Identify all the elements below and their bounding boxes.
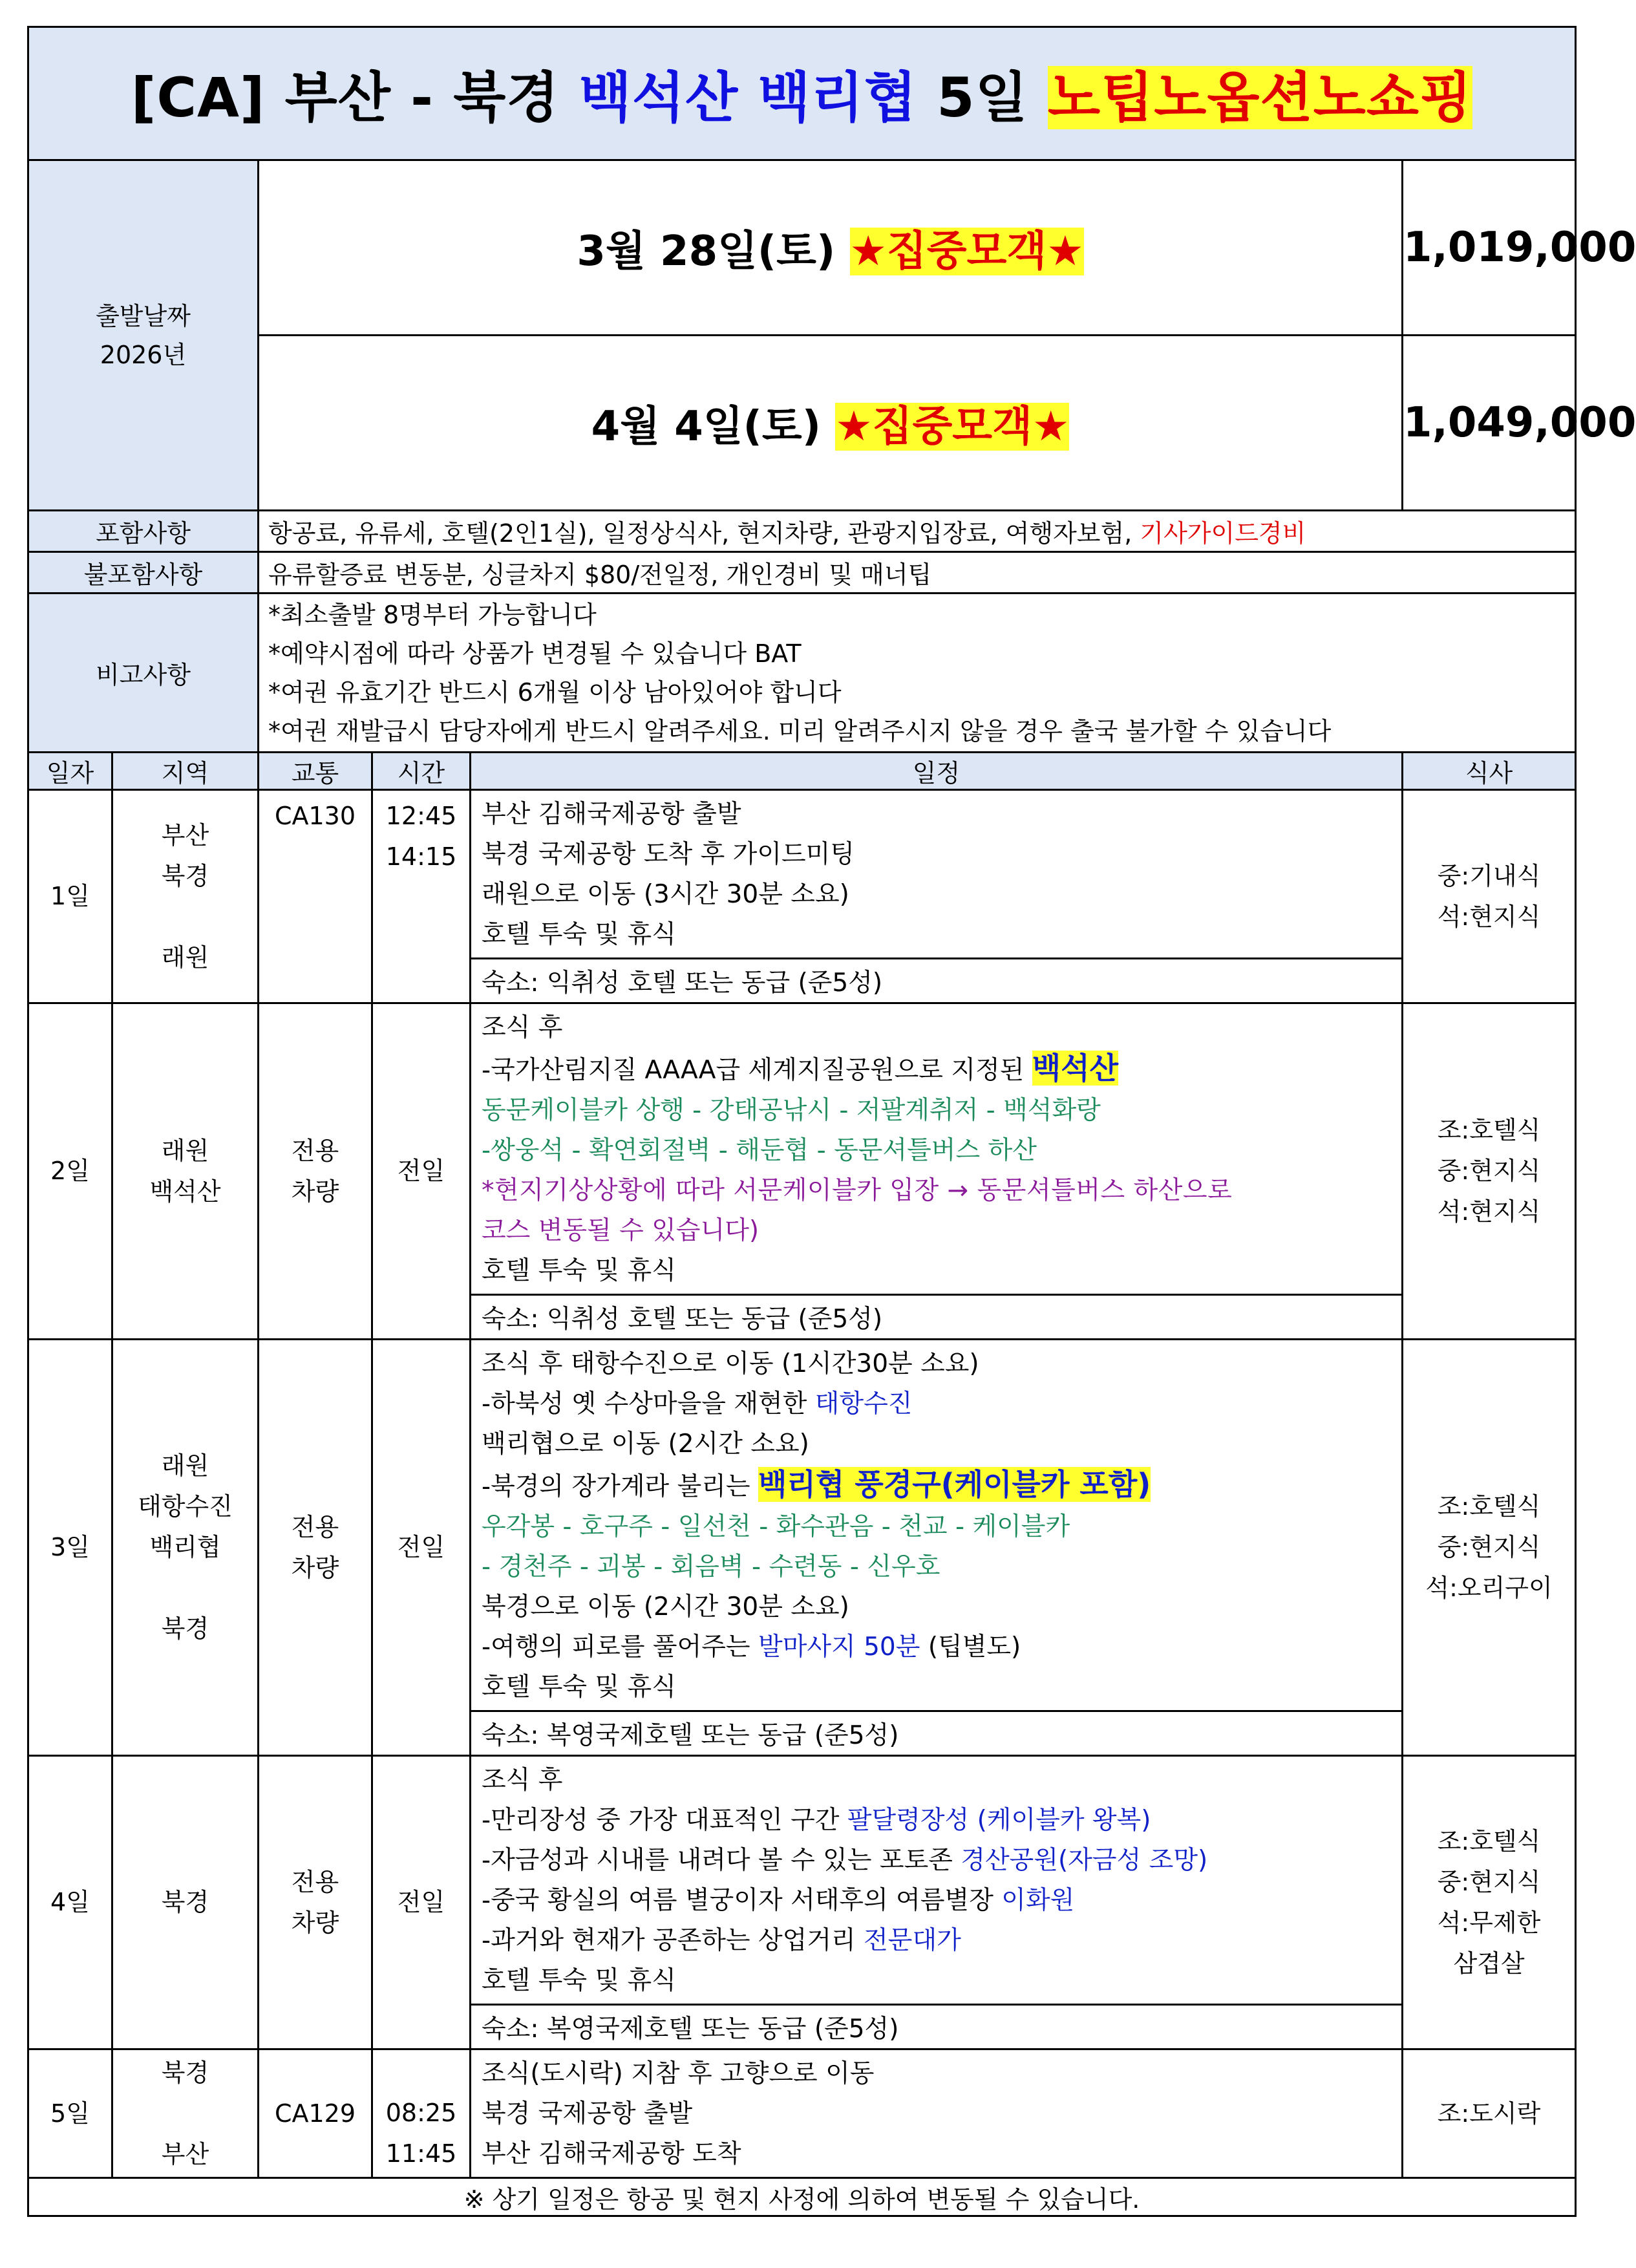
schedule-line-course: 우각봉 - 호구주 - 일선천 - 화수관음 - 천교 - 케이블카: [482, 1512, 1070, 1541]
meal-cell: [1403, 1003, 1576, 1340]
date-text: 3월 28일(토): [577, 228, 850, 275]
remark-line: *최소출발 8명부터 가능합니다: [268, 600, 597, 629]
attraction-name: 팔달령장성 (케이블카 왕복): [847, 1806, 1151, 1835]
day-2-row: [28, 1003, 1576, 1295]
schedule-line: 백리협으로 이동 (2시간 소요): [482, 1429, 809, 1459]
day-5-row: [28, 2049, 1576, 2178]
schedule-header-row: [28, 753, 1576, 790]
title-route: 백석산 백리협: [579, 66, 917, 129]
schedule-line: [482, 1801, 1401, 1841]
day-label: 4일: [28, 1756, 112, 2049]
schedule-line: 북경으로 이동 (2시간 30분 소요): [482, 1592, 849, 1621]
day-1-row: [28, 790, 1576, 959]
meal: 조:호텔식: [1437, 1116, 1541, 1144]
schedule-line: [482, 1841, 1401, 1881]
transport-cell: CA129: [259, 2049, 372, 2178]
time-cell: 전일: [372, 1756, 471, 2049]
header-schedule: 일정: [471, 753, 1403, 790]
region: 북경: [161, 1614, 209, 1643]
schedule-text: -중국 황실의 여름 별궁이자 서태후의 여름별장: [482, 1886, 1002, 1915]
departure-date-1: [259, 160, 1403, 336]
price-1: 1,019,000: [1403, 160, 1576, 336]
time: 12:45: [385, 802, 457, 830]
schedule-line: 북경 국제공항 출발: [482, 2099, 693, 2128]
schedule-cell: [471, 1756, 1403, 2005]
schedule-line: 호텔 투숙 및 휴식: [482, 1966, 676, 1995]
time-cell: 전일: [372, 1340, 471, 1756]
region: 래원: [161, 1451, 209, 1480]
day-label: 2일: [28, 1003, 112, 1340]
transport: 전용: [291, 1867, 339, 1896]
schedule-line: 호텔 투숙 및 휴식: [482, 1256, 676, 1285]
schedule-line-course: 동문케이블카 상행 - 강태공낚시 - 저팔계취저 - 백석화랑: [482, 1096, 1101, 1125]
header-meal: 식사: [1403, 753, 1576, 790]
region: 태항수진: [138, 1492, 233, 1521]
remarks-label: 비고사항: [28, 594, 259, 753]
title-highlight: 노팁노옵션노쇼핑: [1047, 66, 1473, 129]
itinerary-table: [27, 26, 1636, 2217]
region-cell: [112, 790, 259, 1003]
hotel-info: 숙소: 복영국제호텔 또는 동급 (준5성): [471, 2005, 1403, 2049]
departure-date-2: [259, 336, 1403, 511]
meal-cell: 조:도시락: [1403, 2049, 1576, 2178]
hotel-info: 숙소: 익취성 호텔 또는 동급 (준5성): [471, 959, 1403, 1003]
region-cell: [112, 1340, 259, 1756]
highlight-attraction: 백석산: [1032, 1051, 1119, 1086]
meal: 석:오리구이: [1425, 1574, 1553, 1602]
remarks-text: [259, 594, 1576, 753]
schedule-line-notice: 코스 변동될 수 있습니다): [482, 1216, 760, 1245]
region: 래원: [161, 943, 209, 972]
departure-label-year: 2026년: [100, 340, 187, 369]
transport-cell: [259, 1003, 372, 1340]
schedule-text: -국가산림지질 AAAA급 세계지질공원으로 지정된: [482, 1056, 1032, 1085]
region-spacer: [113, 1568, 257, 1609]
region: 래원: [161, 1136, 209, 1165]
promo-badge: ★집중모객★: [849, 228, 1084, 275]
region-spacer: [113, 897, 257, 937]
transport-cell: CA130: [259, 790, 372, 1003]
meal: 조:호텔식: [1437, 1826, 1541, 1856]
transport: 차량: [291, 1908, 339, 1937]
meal-cell: [1403, 790, 1576, 1003]
time-cell: [372, 790, 471, 1003]
schedule-line-notice: *현지기상상황에 따라 서문케이블카 입장 → 동문셔틀버스 하산으로: [482, 1176, 1233, 1205]
meal-cell: [1403, 1756, 1576, 2049]
region-cell: [112, 1003, 259, 1340]
remark-line: *여권 재발급시 담당자에게 반드시 알려주세요. 미리 알려주시지 않을 경우 출국 불가할 수 있습니다: [268, 716, 1332, 745]
page-title: [28, 27, 1576, 160]
transport: 전용: [291, 1136, 339, 1165]
highlight-attraction: 백리협 풍경구(케이블카 포함): [758, 1467, 1151, 1502]
attraction-name: 경산공원(자금성 조망): [961, 1846, 1208, 1875]
region: 북경: [161, 2058, 209, 2087]
meal: 석:현지식: [1437, 1197, 1541, 1226]
schedule-text: -자금성과 시내를 내려다 볼 수 있는 포토존: [482, 1846, 961, 1875]
schedule-line: [482, 1627, 1401, 1667]
footer-notice: ※ 상기 일정은 항공 및 현지 사정에 의하여 변동될 수 있습니다.: [28, 2178, 1576, 2216]
region: 북경: [161, 861, 209, 890]
region-cell: 북경: [112, 1756, 259, 2049]
schedule-line: 북경 국제공항 도착 후 가이드미팅: [482, 840, 855, 869]
attraction-name: 태항수진: [814, 1389, 913, 1418]
day-label: 1일: [28, 790, 112, 1003]
schedule-text: -여행의 피로를 풀어주는: [482, 1632, 759, 1662]
meal: 석:무제한: [1437, 1908, 1541, 1937]
attraction-name: 이화원: [1001, 1886, 1075, 1915]
schedule-line: 부산 김해국제공항 도착: [482, 2139, 741, 2168]
schedule-cell: [471, 1340, 1403, 1711]
schedule-line-course: -쌍웅석 - 확연회절벽 - 해둔협 - 동문셔틀버스 하산: [482, 1136, 1037, 1165]
schedule-text: -하북성 옛 수상마을을 재현한: [482, 1389, 815, 1418]
transport-cell: [259, 1340, 372, 1756]
time: 14:15: [385, 842, 457, 871]
schedule-line: [482, 1384, 1401, 1424]
included-text: [259, 511, 1576, 552]
header-transport: 교통: [259, 753, 372, 790]
schedule-line: [482, 1048, 1401, 1091]
header-time: 시간: [372, 753, 471, 790]
remark-line: *여권 유효기간 반드시 6개월 이상 남아있어야 합니다: [268, 678, 842, 707]
schedule-text: (팁별도): [920, 1632, 1021, 1662]
transport: 차량: [291, 1553, 339, 1582]
departure-label: [28, 160, 259, 511]
meal-cell: [1403, 1340, 1576, 1756]
header-day: 일자: [28, 753, 112, 790]
time: 08:25: [385, 2099, 457, 2127]
departure-label-line1: 출발날짜: [96, 301, 191, 330]
schedule-line: 부산 김해국제공항 출발: [482, 800, 741, 829]
region: 부산: [161, 2139, 209, 2168]
schedule-line: 호텔 투숙 및 휴식: [482, 920, 676, 949]
schedule-line: 호텔 투숙 및 휴식: [482, 1673, 676, 1702]
schedule-line: [482, 1464, 1401, 1507]
schedule-line-course: - 경천주 - 괴봉 - 회음벽 - 수련동 - 신우호: [482, 1552, 940, 1581]
meal: 중:현지식: [1437, 1533, 1541, 1561]
schedule-cell: [471, 1003, 1403, 1295]
schedule-line: 조식 후 태항수진으로 이동 (1시간30분 소요): [482, 1349, 979, 1378]
schedule-text: -과거와 현재가 공존하는 상업거리: [482, 1926, 864, 1955]
meal: 중:현지식: [1437, 1157, 1541, 1185]
schedule-line: [482, 1881, 1401, 1921]
time: 11:45: [385, 2139, 457, 2168]
schedule-line: 조식 후: [482, 1766, 563, 1795]
schedule-line: [482, 1921, 1401, 1961]
day-4-row: [28, 1756, 1576, 2005]
hotel-info: 숙소: 복영국제호텔 또는 동급 (준5성): [471, 1711, 1403, 1756]
hotel-info: 숙소: 익취성 호텔 또는 동급 (준5성): [471, 1295, 1403, 1340]
schedule-text: -북경의 장가계라 불리는: [482, 1472, 759, 1501]
title-mid: 5일: [917, 66, 1048, 129]
meal: 중:기내식: [1437, 861, 1541, 890]
itinerary-document: [27, 26, 1636, 2217]
time-cell: [372, 2049, 471, 2178]
included-guide-fee: 기사가이드경비: [1140, 519, 1306, 548]
schedule-cell: [471, 2049, 1403, 2178]
promo-badge: ★집중모객★: [835, 403, 1070, 451]
included-items: 항공료, 유류세, 호텔(2인1실), 일정상식사, 현지차량, 관광지입장료, 여행자보험,: [268, 519, 1140, 548]
meal: 조:호텔식: [1437, 1492, 1541, 1521]
remark-line: *예약시점에 따라 상품가 변경될 수 있습니다 BAT: [268, 639, 802, 668]
meal: 중:현지식: [1437, 1867, 1541, 1896]
date-text: 4월 4일(토): [591, 403, 836, 451]
schedule-line: 조식(도시락) 지참 후 고향으로 이동: [482, 2059, 875, 2088]
attraction-name: 발마사지 50분: [758, 1632, 920, 1662]
region: 백석산: [149, 1177, 221, 1206]
transport: 전용: [291, 1512, 339, 1541]
included-label: 포함사항: [28, 511, 259, 552]
header-region: 지역: [112, 753, 259, 790]
region: 백리협: [149, 1533, 221, 1561]
excluded-text: 유류할증료 변동분, 싱글차지 $80/전일정, 개인경비 및 매너팁: [259, 552, 1576, 594]
schedule-line: 래원으로 이동 (3시간 30분 소요): [482, 880, 849, 909]
meal: 삼겹살: [1453, 1949, 1525, 1978]
title-prefix: [CA] 부산 - 북경: [131, 66, 579, 129]
excluded-label: 불포함사항: [28, 552, 259, 594]
transport: 차량: [291, 1177, 339, 1206]
region-spacer: [113, 2093, 257, 2134]
attraction-name: 전문대가: [864, 1926, 961, 1955]
day-3-row: [28, 1340, 1576, 1711]
day-label: 3일: [28, 1340, 112, 1756]
schedule-text: -만리장성 중 가장 대표적인 구간: [482, 1806, 847, 1835]
region: 부산: [161, 820, 209, 850]
time-cell: 전일: [372, 1003, 471, 1340]
meal: 석:현지식: [1437, 902, 1541, 931]
region-cell: [112, 2049, 259, 2178]
transport-cell: [259, 1756, 372, 2049]
schedule-cell: [471, 790, 1403, 959]
day-label: 5일: [28, 2049, 112, 2178]
schedule-line: 조식 후: [482, 1013, 563, 1042]
price-2: 1,049,000: [1403, 336, 1576, 511]
